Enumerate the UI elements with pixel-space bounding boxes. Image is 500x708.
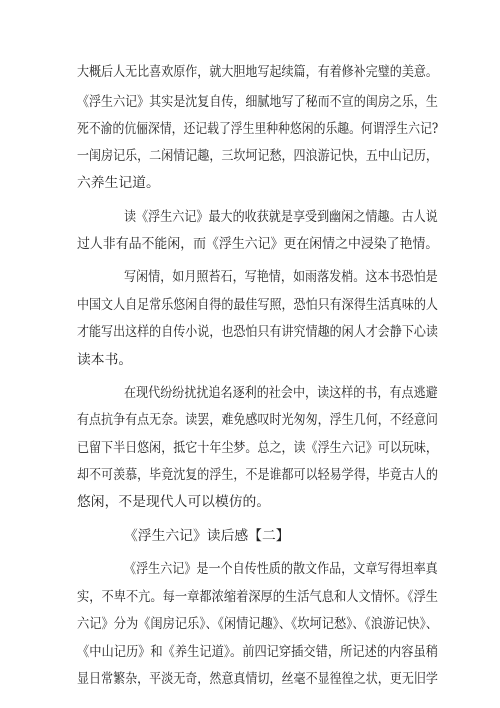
text-line: 过人非有品不能闲，而《浮生六记》更在闲情之中浸染了艳情。	[77, 236, 439, 252]
text-line: 大概后人无比喜欢原作，就大胆地写起续篇，有着修补完璧的美意。	[77, 64, 438, 80]
text-line: 悠闲，不是现代人可以模仿的。	[77, 494, 271, 510]
text-line: 《浮生六记》其实是沈复自传，细腻地写了秘而不宣的闺房之乐，生	[77, 94, 438, 110]
text-line: 《中山记历》和《养生记道》。前四记穿插交错，所记述的内容虽稍	[77, 644, 439, 660]
text-line: 《浮生六记》是一个自传性质的散文作品，文章写得坦率真	[124, 561, 438, 577]
text-line: 读《浮生六记》最大的收获就是享受到幽闲之情趣。古人说	[124, 209, 438, 225]
text-line: 中国文人自足常乐悠闲自得的最佳写照，恐怕只有深得生活真味的人	[77, 297, 438, 313]
text-line: 却不可羡慕，毕竟沈复的浮生，不是谁都可以轻易学得，毕竟古人的	[77, 467, 438, 483]
section-heading: 《浮生六记》读后感【二】	[124, 528, 290, 544]
text-line: 一闺房记乐，二闲情记趣，三坎坷记愁，四浪游记快，五中山记历，	[77, 148, 438, 164]
text-line: 在现代纷纷扰扰追名逐利的社会中，读这样的书，有点逃避	[124, 385, 438, 401]
text-line: 写闲情，如月照苔石，写艳情，如雨落发梢。这本书恐怕是	[124, 269, 438, 285]
text-line: 已留下半日悠闲，抵它十年尘梦。总之，读《浮生六记》可以玩味，	[77, 440, 438, 456]
text-line: 六养生记道。	[77, 175, 160, 191]
text-line: 才能写出这样的自传小说，也恐怕只有讲究情趣的闲人才会静下心读	[77, 324, 438, 340]
text-line: 六记》分为《闺房记乐》、《闲情记趣》、《坎坷记愁》、《浪游记快》、	[77, 616, 438, 632]
text-line: 有点抗争有点无奈。读罢，难免感叹时光匆匆，浮生几何，不经意问	[77, 412, 438, 428]
text-line: 显日常繁杂，平淡无奇，然意真情切，丝毫不显徨徨之状，更无旧学	[77, 671, 438, 687]
text-line: 实，不卑不亢。每一章都浓缩着深厚的生活气息和人文情怀。《浮生	[77, 589, 439, 605]
text-line: 读本书。	[77, 352, 133, 368]
text-line: 死不渝的伉俪深情，还记载了浮生里种种悠闲的乐趣。何谓浮生六记?	[77, 121, 439, 137]
